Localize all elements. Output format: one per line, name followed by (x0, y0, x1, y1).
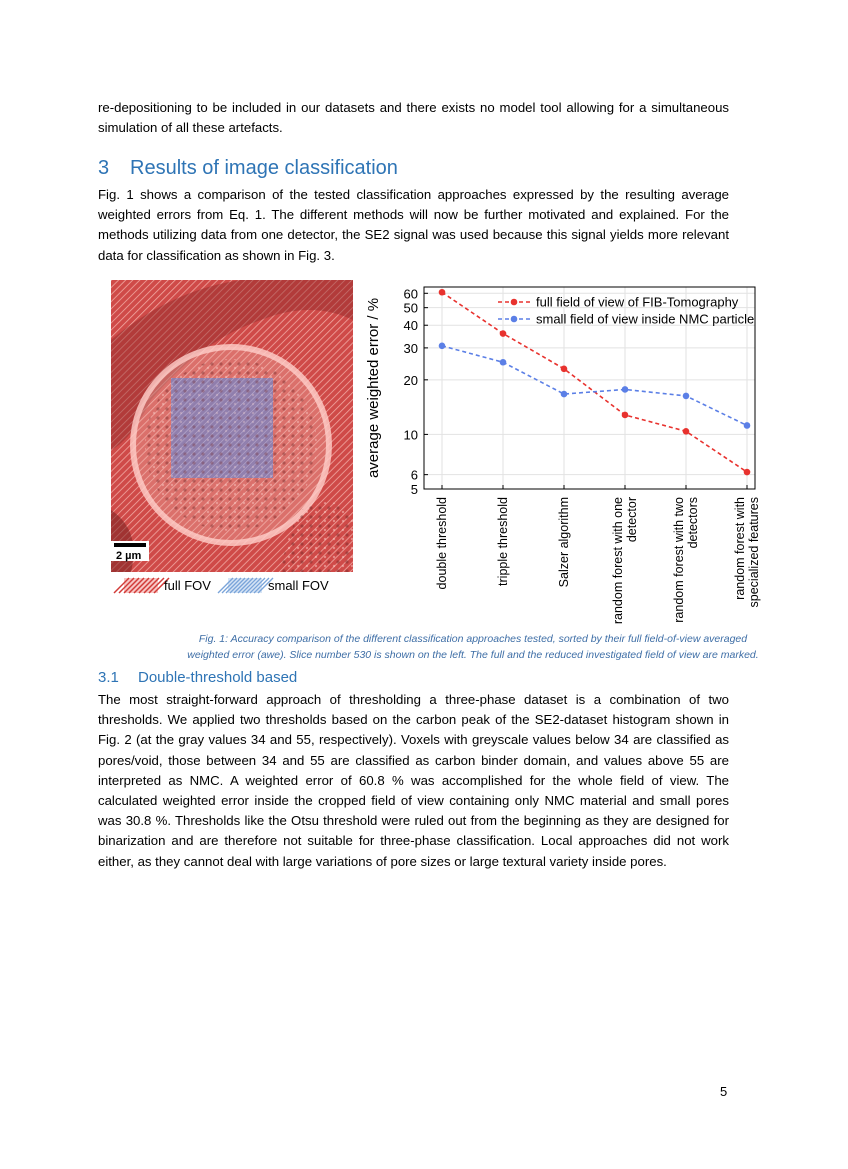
error-chart (358, 280, 761, 625)
scale-bar-label: 2 µm (116, 550, 142, 562)
full-fov-swatch (124, 578, 158, 593)
chart-legend (498, 295, 754, 327)
section-3-1-title: Double-threshold based (138, 669, 298, 686)
section-3-title: Results of image classification (130, 157, 398, 179)
chart-x-tick-label: random forest with two (672, 497, 686, 623)
chart-data-point (622, 386, 629, 393)
chart-data-point (561, 366, 568, 373)
section-3-1-paragraph: The most straight-forward approach of thresholding a three-phase dataset is a combination of two thresholds. We applied two thresholds based on the carbon peak of the SE2-dataset histogram shown in Fig. 2 (at the gray values 34 and 55, respectively). Voxels with greyscale values below 34 are classified as pores/void, those between 34 and 55 are classified as carbon binder domain, and values above 55 are interpreted as NMC. A weighted error of 60.8 % was accomplished for the whole field of view. The calculated weighted error inside the cropped field of view containing only NMC material and small pores was 30.8 %. Thresholds like the Otsu threshold were ruled out from the beginning as they are designed for binarization and are therefore not suitable for three-phase classification. Local approaches did not work either, as they cannot deal with large variations of pore sizes or large textural variety inside pores. (98, 692, 729, 869)
chart-legend-label: full field of view of FIB-Tomography (536, 294, 739, 310)
chart-data-point (500, 330, 507, 337)
chart-y-tick-label: 30 (403, 340, 418, 356)
chart-x-tick-label: detector (625, 497, 639, 543)
chart-x-tick-label: random forest with one (611, 497, 625, 625)
chart-y-tick-label: 10 (403, 427, 418, 443)
image-legend (124, 576, 364, 596)
chart-y-axis-label: average weighted error / % (365, 297, 382, 479)
chart-y-tick-label: 40 (403, 318, 418, 334)
chart-data-point (439, 289, 446, 296)
section-3-1-number: 3.1 (98, 669, 119, 686)
chart-data-point (744, 469, 751, 476)
chart-x-tick-label: tripple threshold (496, 497, 510, 586)
chart-x-tick-label: double threshold (435, 497, 449, 590)
full-fov-label: full FOV (164, 578, 211, 593)
chart-data-point (683, 393, 690, 400)
chart-data-point (744, 422, 751, 429)
small-fov-label: small FOV (268, 578, 329, 593)
chart-data-point (439, 343, 446, 350)
chart-data-point (561, 391, 568, 398)
caption-line-1: Fig. 1: Accuracy comparison of the different classification approaches tested, sorted by their full field-of-view averaged (198, 633, 748, 645)
intro-paragraph: re-depositioning to be included in our datasets and there exists no model tool allowing for a simultaneous simulation of all these artefacts. (98, 100, 729, 136)
section-3-number: 3 (98, 157, 110, 179)
chart-data-point (622, 412, 629, 419)
small-fov-swatch (228, 578, 262, 593)
chart-x-tick-label: random forest with (733, 497, 747, 600)
figure-caption (98, 632, 848, 663)
section-3-heading (98, 157, 398, 180)
chart-x-tick-label: Salzer algorithm (557, 497, 571, 588)
chart-legend-marker (511, 299, 518, 306)
chart-data-point (683, 428, 690, 435)
chart-data-point (500, 359, 507, 366)
chart-x-ticks (435, 485, 761, 624)
chart-legend-marker (511, 316, 518, 323)
section-3-paragraph: Fig. 1 shows a comparison of the tested classification approaches expressed by the resulting average weighted errors from Eq. 1. The different methods will now be further motivated and explained. For the methods utilizing data from one detector, the SE2 signal was used because this signal yields more relevant data for classification as shown in Fig. 3. (98, 187, 729, 263)
chart-y-tick-label: 20 (403, 372, 418, 388)
chart-series-line (442, 346, 747, 426)
page-number: 5 (720, 1084, 728, 1099)
section-3-1-heading (98, 669, 297, 686)
chart-legend-label: small field of view inside NMC particle (536, 311, 755, 327)
sem-slice-image (111, 280, 353, 572)
sem-slice-graphic (111, 280, 353, 572)
chart-y-tick-label: 50 (403, 300, 418, 316)
chart-y-tick-label: 60 (403, 286, 418, 302)
chart-y-tick-label: 6 (410, 467, 418, 483)
chart-x-tick-label: specialized features (747, 497, 761, 608)
chart-x-tick-label: detectors (686, 497, 700, 549)
caption-line-2: weighted error (awe). Slice number 530 is shown on the left. The full and the reduced investigated field of view are marked. (187, 648, 759, 661)
chart-y-tick-label: 5 (410, 482, 418, 497)
